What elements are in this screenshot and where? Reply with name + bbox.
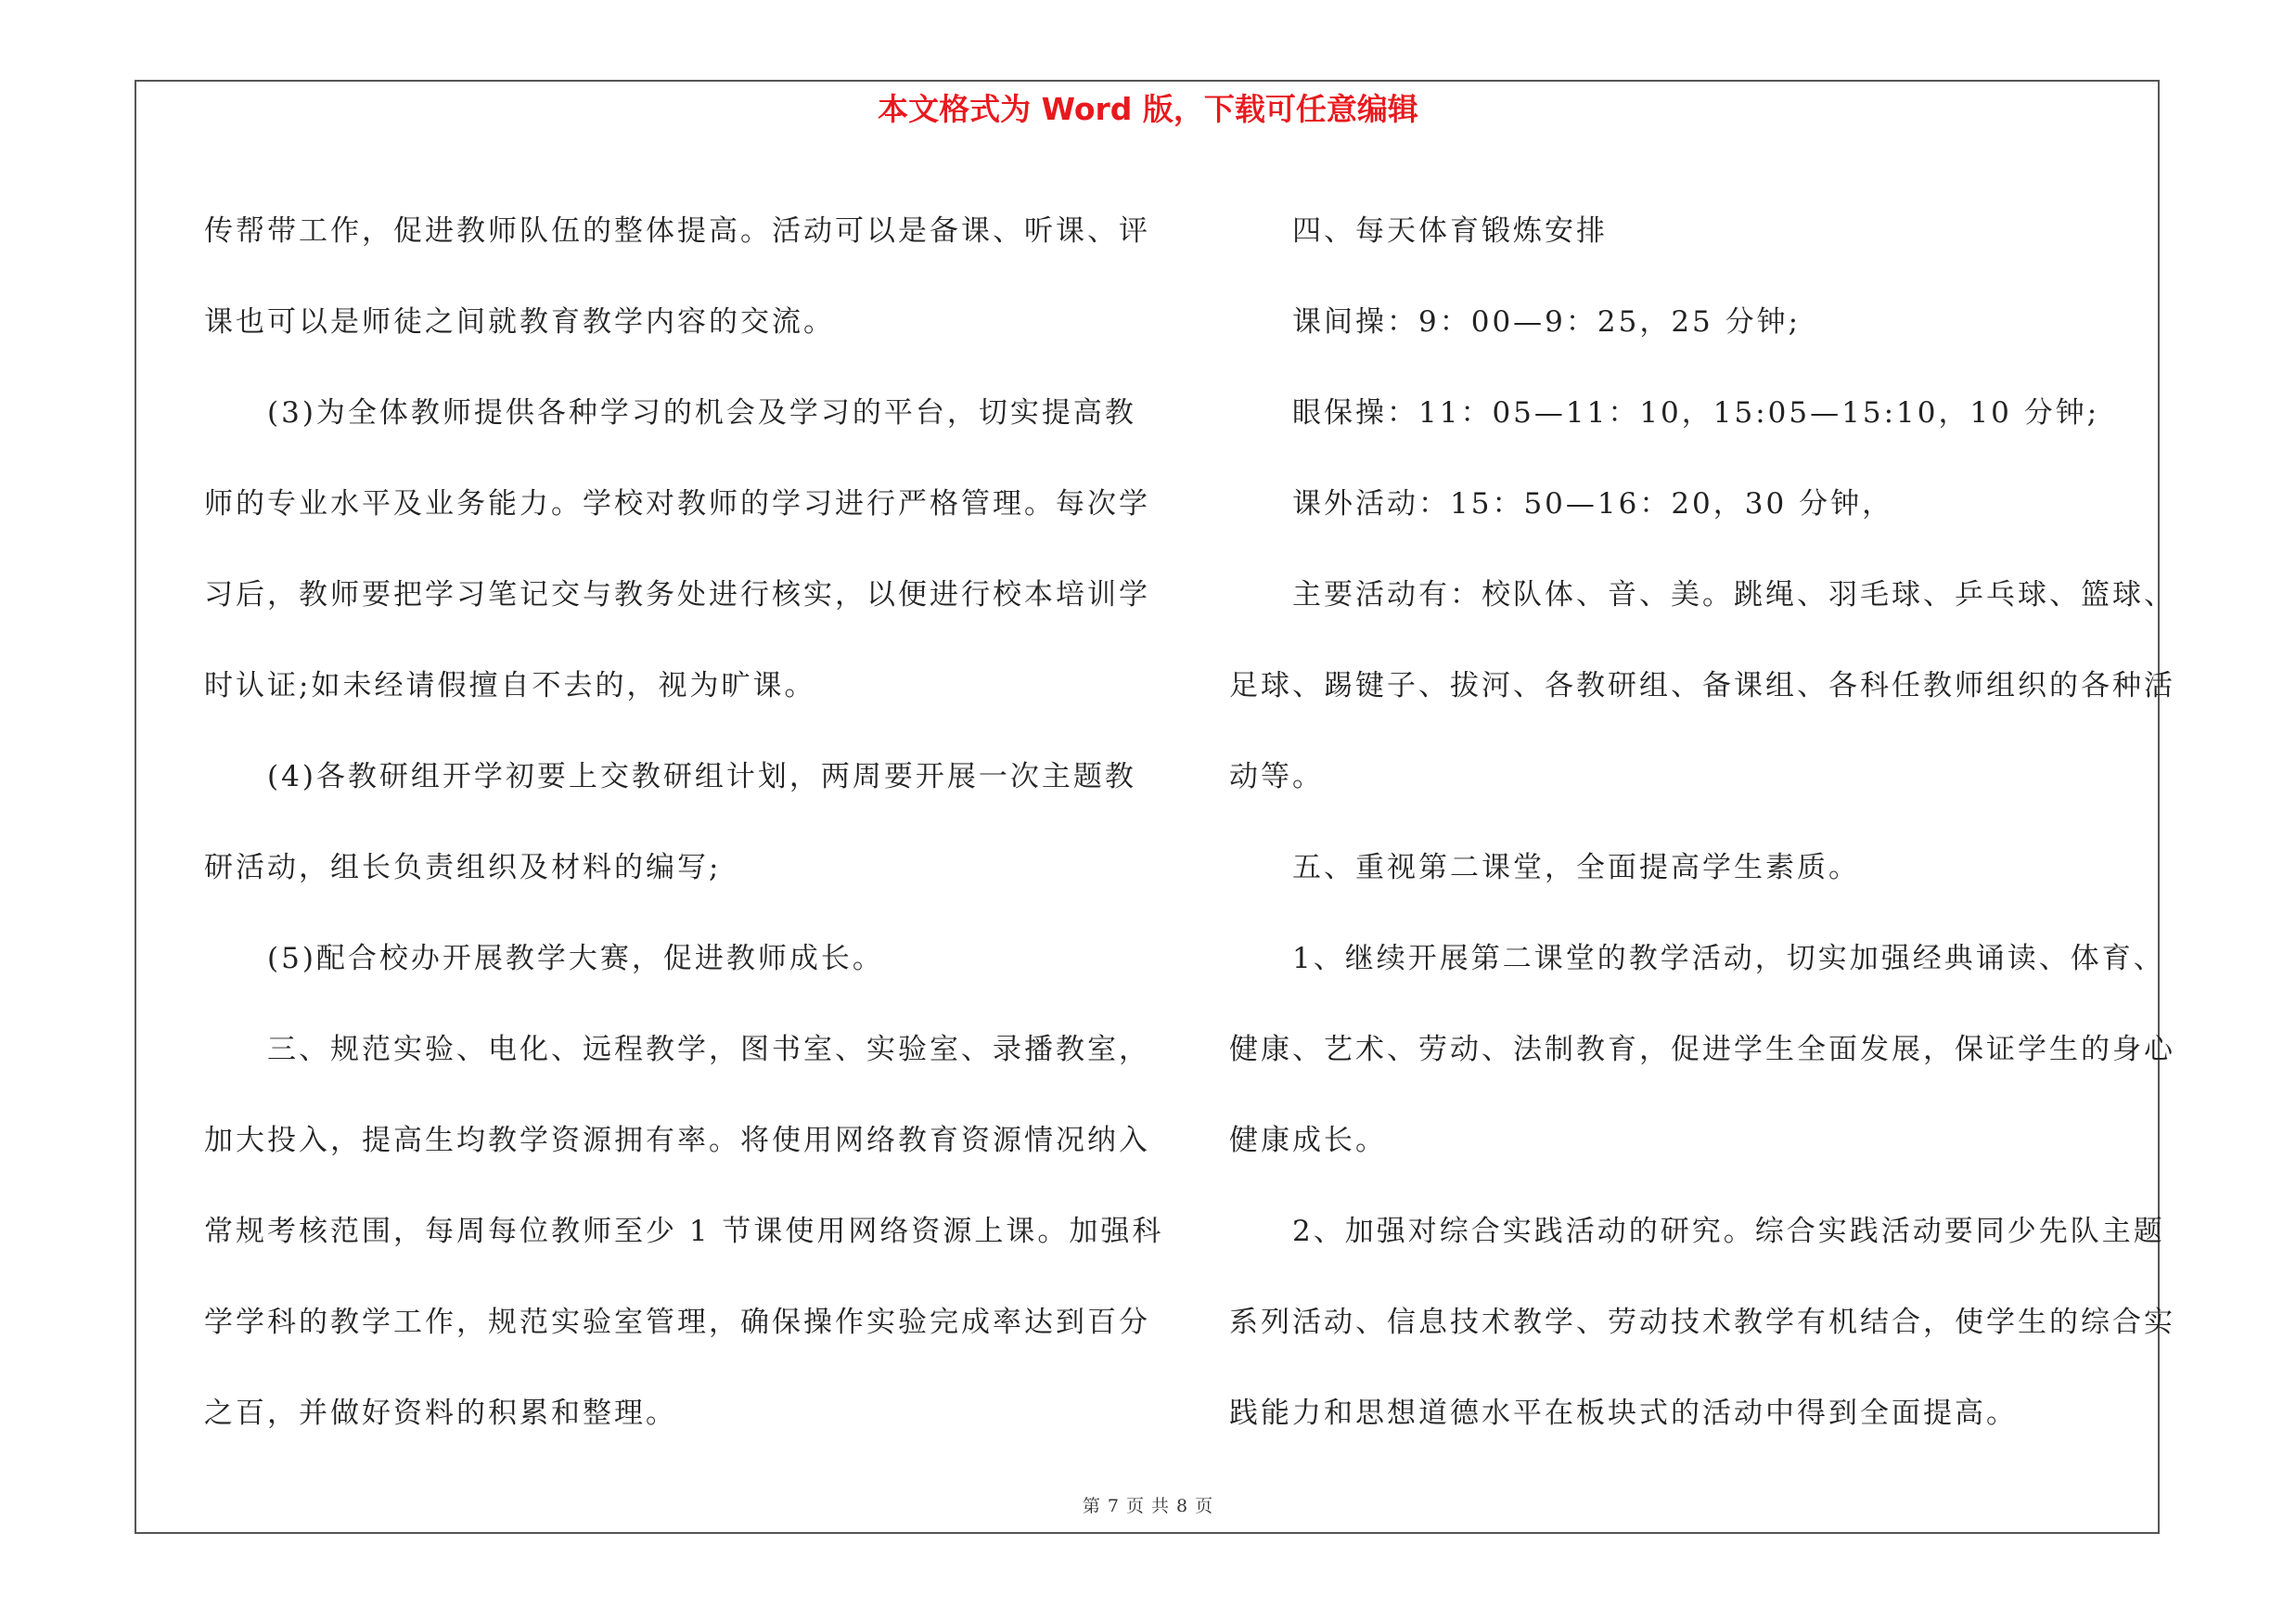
right-line: 主要活动有：校队体、音、美。跳绳、羽毛球、乒乓球、篮球、 — [1292, 578, 2175, 612]
left-line: 时认证;如未经请假擅自不去的，视为旷课。 — [204, 669, 816, 702]
page-number-footer: 第 7 页 共 8 页 — [1082, 1496, 1214, 1516]
left-line: (5)配合校办开展教学大赛，促进教师成长。 — [267, 942, 884, 975]
right-line: 系列活动、信息技术教学、劳动技术教学有机结合，使学生的综合实 — [1229, 1306, 2175, 1339]
left-line: 三、规范实验、电化、远程教学，图书室、实验室、录播教室， — [267, 1033, 1150, 1066]
right-line: 1、继续开展第二课堂的教学活动，切实加强经典诵读、体育、 — [1292, 942, 2165, 975]
right-line: 课外活动：15：50—16：20，30 分钟， — [1292, 487, 1894, 521]
left-line: 加大投入，提高生均教学资源拥有率。将使用网络教育资源情况纳入 — [204, 1124, 1150, 1157]
right-line: 四、每天体育锻炼安排 — [1292, 214, 1608, 248]
left-line: 传帮带工作，促进教师队伍的整体提高。活动可以是备课、听课、评 — [204, 214, 1150, 248]
left-line: 研活动，组长负责组织及材料的编写; — [204, 851, 722, 884]
left-line: 习后，教师要把学习笔记交与教务处进行核实，以便进行校本培训学 — [204, 578, 1150, 612]
right-line: 足球、踢键子、拔河、各教研组、备课组、各科任教师组织的各种活 — [1229, 669, 2175, 702]
left-column — [204, 186, 1164, 1459]
right-line: 践能力和思想道德水平在板块式的活动中得到全面提高。 — [1229, 1397, 2018, 1430]
right-line: 2、加强对综合实践活动的研究。综合实践活动要同少先队主题 — [1292, 1215, 2165, 1248]
left-line: 师的专业水平及业务能力。学校对教师的学习进行严格管理。每次学 — [204, 487, 1150, 521]
right-line: 眼保操：11：05—11：10，15:05—15:10，10 分钟; — [1292, 396, 2100, 430]
format-banner: 本文格式为 Word 版，下载可任意编辑 — [878, 91, 1418, 127]
right-line: 健康、艺术、劳动、法制教育，促进学生全面发展，保证学生的身心 — [1229, 1033, 2175, 1066]
left-line: 之百，并做好资料的积累和整理。 — [204, 1397, 677, 1430]
left-line: 课也可以是师徒之间就教育教学内容的交流。 — [204, 305, 835, 339]
right-line: 健康成长。 — [1229, 1124, 1387, 1157]
left-line: (3)为全体教师提供各种学习的机会及学习的平台，切实提高教 — [267, 396, 1136, 430]
left-line: (4)各教研组开学初要上交教研组计划，两周要开展一次主题教 — [267, 760, 1136, 793]
right-line: 动等。 — [1229, 760, 1324, 793]
right-column — [1229, 186, 2175, 1459]
left-line: 学学科的教学工作，规范实验室管理，确保操作实验完成率达到百分 — [204, 1306, 1150, 1339]
right-line: 五、重视第二课堂，全面提高学生素质。 — [1292, 851, 1860, 884]
left-line: 常规考核范围，每周每位教师至少 1 节课使用网络资源上课。加强科 — [204, 1215, 1164, 1248]
right-line: 课间操：9：00—9：25，25 分钟; — [1292, 305, 1802, 339]
